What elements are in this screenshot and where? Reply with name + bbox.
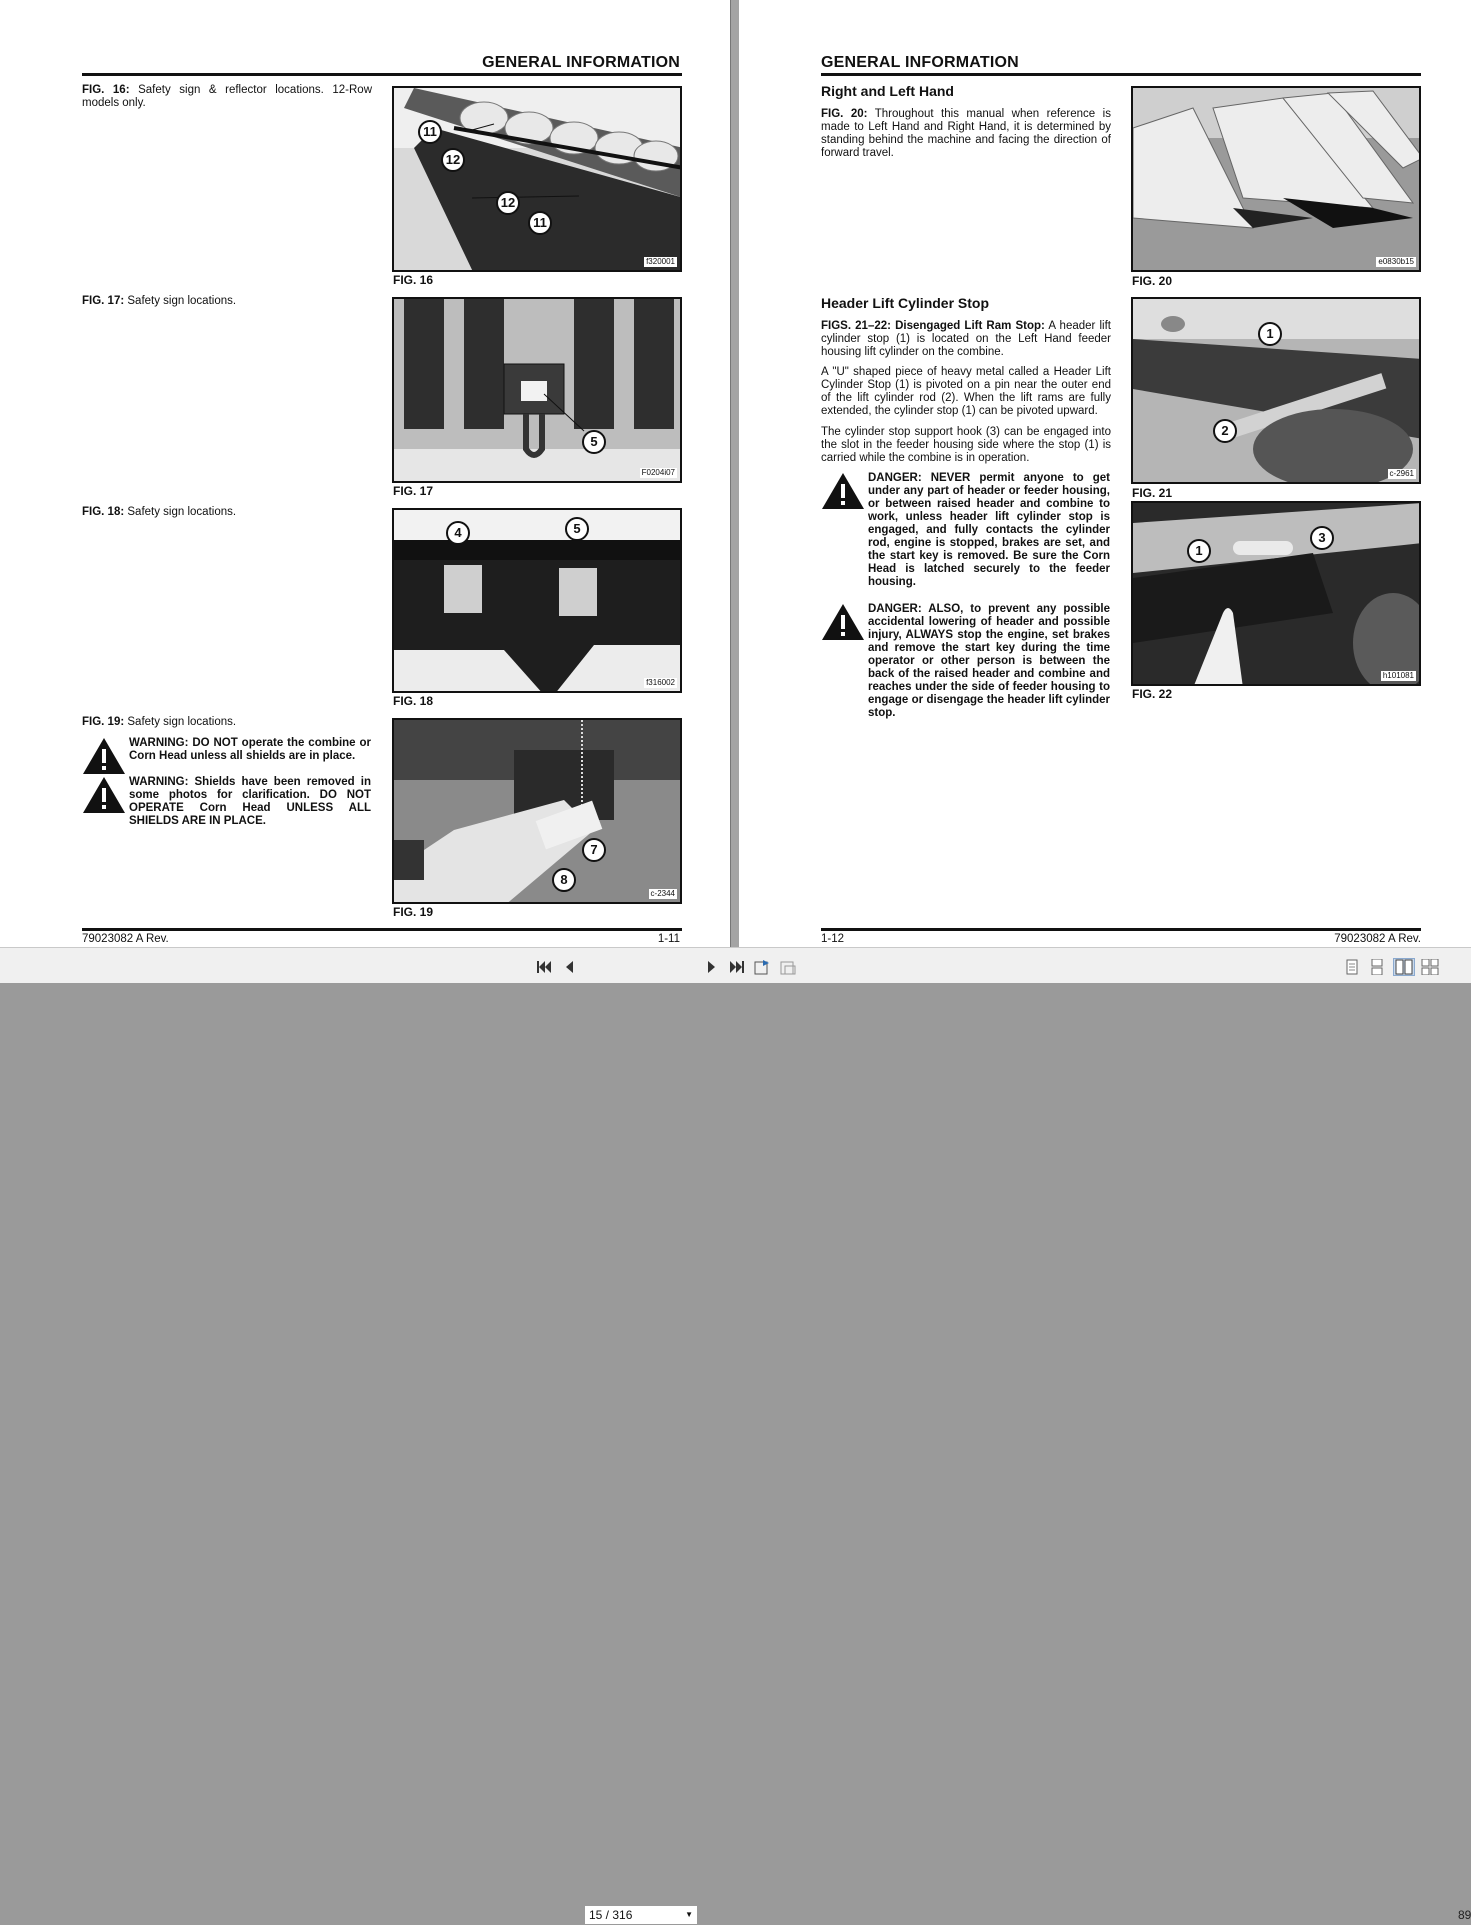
danger-icon: [821, 472, 865, 510]
go-back-icon: [753, 959, 771, 975]
fig18-label: FIG. 18: [393, 694, 434, 708]
section-paragraph: The cylinder stop support hook (3) can be engaged into the slot in the feeder housing side where the stop (1) is carried while the combine is in operation.: [821, 426, 1111, 464]
fig21-label: FIG. 21: [1132, 486, 1173, 500]
footer-page-number: 1-12: [821, 933, 845, 945]
go-forward-button[interactable]: [779, 958, 797, 976]
fig22-label: FIG. 22: [1132, 687, 1173, 701]
callout: 12: [496, 191, 520, 215]
danger-icon: [821, 603, 865, 641]
fig16-label: FIG. 16: [393, 273, 434, 287]
callout: 5: [582, 430, 606, 454]
fig20-label: FIG. 20: [1132, 274, 1173, 288]
two-page-continuous-button[interactable]: [1421, 958, 1439, 976]
callout: 5: [565, 517, 589, 541]
fig18-photo: [392, 508, 682, 693]
first-page-icon: [536, 960, 552, 974]
page-indicator: 15 / 316: [589, 1908, 633, 1922]
section-paragraph: A "U" shaped piece of heavy metal called a Header Lift Cylinder Stop (1) is pivoted on a pin near the outer end of the lift cylinder rod (2). When the lift rams are fully extended, the cylinder stop (1) can be pivoted upward.: [821, 366, 1111, 417]
callout: 11: [528, 211, 552, 235]
single-page-view-button[interactable]: [1343, 958, 1361, 976]
right-page: [739, 0, 1471, 947]
photo-code: c-2344: [650, 889, 675, 898]
warning-text: WARNING: DO NOT operate the combine or Corn Head unless all shields are in place.: [129, 737, 371, 762]
fig18-caption: FIG. 18: Safety sign locations.: [82, 506, 237, 518]
footer-doc-number: 79023082 A Rev.: [1334, 933, 1421, 945]
warning-icon: [82, 737, 126, 775]
page-header: GENERAL INFORMATION: [482, 54, 680, 71]
fig16-illustration: [394, 88, 682, 272]
fig20-illustration: [1133, 88, 1421, 272]
zoom-level[interactable]: 89: [1458, 1908, 1471, 1922]
footer-page-number: 1-11: [657, 933, 680, 945]
fig19-photo: [392, 718, 682, 904]
fig20-photo: [1131, 86, 1421, 272]
go-forward-icon: [779, 959, 797, 975]
header-rule: [821, 73, 1421, 76]
section-paragraph: FIGS. 21–22: Disengaged Lift Ram Stop: A header lift cylinder stop (1) is located on the Left Hand feeder housing lift cylinder on the combine.: [821, 320, 1112, 358]
page-separator: [731, 0, 739, 947]
warning-text: WARNING: Shields have been removed in some photos for clarification. DO NOT OPERATE Corn Head UNLESS ALL SHIELDS ARE IN PLACE.: [129, 776, 371, 827]
first-page-button[interactable]: [535, 958, 553, 976]
fig16-caption: FIG. 16: Safety sign & reflector locations. 12-Row models only.: [82, 84, 372, 109]
next-page-icon: [706, 960, 718, 974]
danger-text: DANGER: NEVER permit anyone to get under any part of header or feeder housing, or between raised header and combine to work, unless header lift cylinder stop is engaged, and fully contacts the cylinder rod, engine is stopped, brakes are set, and the start key is removed. Be sure the Corn Head is latched securely to the feeder housing.: [868, 472, 1110, 588]
callout: 1: [1187, 539, 1211, 563]
fig19-caption: FIG. 19: Safety sign locations.: [82, 716, 237, 728]
callout: 1: [1258, 322, 1282, 346]
photo-code: f316002: [646, 678, 675, 687]
section-title: Right and Left Hand: [821, 83, 954, 99]
photo-code: f320001: [646, 257, 675, 266]
fig22-photo: [1131, 501, 1421, 686]
next-page-button[interactable]: [703, 958, 721, 976]
go-back-button[interactable]: [753, 958, 771, 976]
two-page-view-button[interactable]: [1393, 958, 1415, 976]
header-rule: [82, 73, 682, 76]
chevron-down-icon: ▼: [685, 1910, 693, 1919]
two-page-icon: [1395, 959, 1413, 975]
fig22-illustration: [1133, 503, 1421, 686]
fig19-illustration: [394, 720, 682, 904]
fig18-illustration: [394, 510, 682, 693]
previous-page-button[interactable]: [560, 958, 578, 976]
fig17-photo: [392, 297, 682, 483]
fig17-caption: FIG. 17: Safety sign locations.: [82, 295, 237, 307]
footer-rule: [82, 928, 682, 931]
single-page-icon: [1346, 959, 1358, 975]
continuous-page-icon: [1371, 959, 1383, 975]
previous-page-icon: [563, 960, 575, 974]
danger-text: DANGER: ALSO, to prevent any possible accidental lowering of header and possible injury, ALWAYS stop the engine, set brakes and remove the start key during the time operator or other person is between the back of the raised header and combine and reaches under the side of feeder housing to engage or disengage the header lift cylinder stop.: [868, 603, 1110, 719]
warning-icon: [82, 776, 126, 814]
callout: 4: [446, 521, 470, 545]
callout: 2: [1213, 419, 1237, 443]
callout: 12: [441, 148, 465, 172]
footer-doc-number: 79023082 A Rev.: [82, 933, 169, 945]
photo-code: e0830b15: [1378, 257, 1414, 266]
last-page-button[interactable]: [728, 958, 746, 976]
section-paragraph: FIG. 20: Throughout this manual when reference is made to Left Hand and Right Hand, it is determined by standing behind the machine and facing the direction of forward travel.: [821, 108, 1111, 159]
callout: 11: [418, 120, 442, 144]
two-page-continuous-icon: [1421, 959, 1439, 975]
continuous-view-button[interactable]: [1368, 958, 1386, 976]
viewer-toolbar: [0, 947, 1471, 1922]
last-page-icon: [729, 960, 745, 974]
left-page: [0, 0, 731, 947]
callout: 3: [1310, 526, 1334, 550]
fig16-photo: [392, 86, 682, 272]
footer-rule: [821, 928, 1421, 931]
section-title: Header Lift Cylinder Stop: [821, 295, 990, 311]
fig17-label: FIG. 17: [393, 484, 434, 498]
photo-code: c-2961: [1389, 469, 1414, 478]
fig19-label: FIG. 19: [393, 905, 434, 919]
page-number-select[interactable]: [584, 1905, 698, 1925]
page-header: GENERAL INFORMATION: [821, 54, 1019, 71]
fig17-illustration: [394, 299, 682, 483]
fig21-photo: [1131, 297, 1421, 484]
callout: 7: [582, 838, 606, 862]
photo-code: h101081: [1382, 671, 1414, 680]
photo-code: F0204i07: [641, 468, 675, 477]
callout: 8: [552, 868, 576, 892]
